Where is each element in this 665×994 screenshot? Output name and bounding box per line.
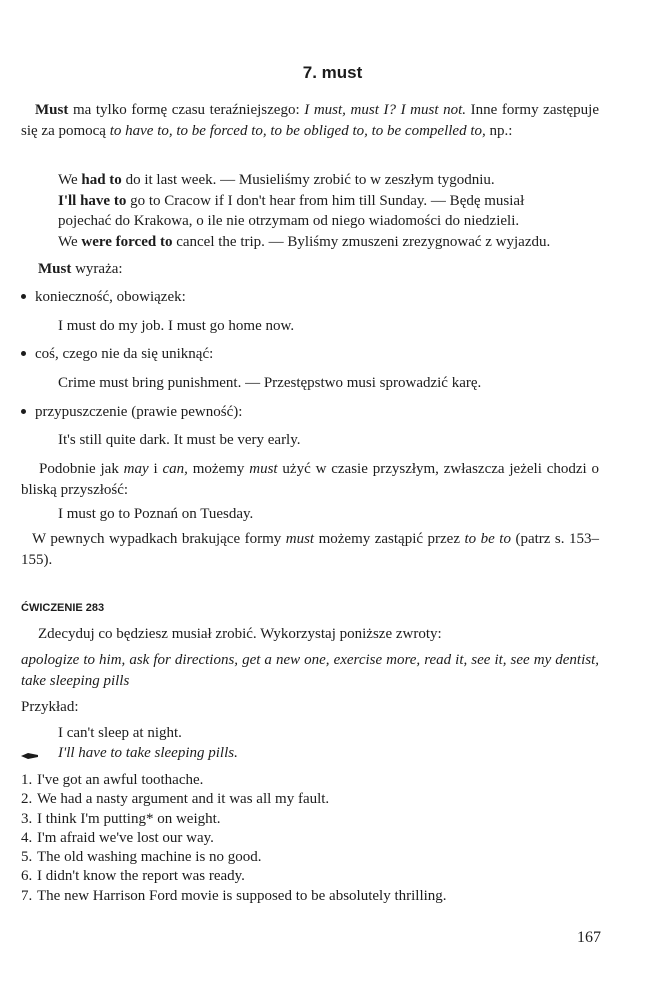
bullet-example: It's still quite dark. It must be very early.	[58, 432, 301, 448]
example-question: I can't sleep at night.	[58, 725, 182, 741]
bullet-example: I must do my job. I must go home now.	[58, 318, 295, 334]
list-item: 6. I didn't know the report was ready.	[21, 868, 245, 885]
example-line: I'll have to go to Cracow if I don't hear from him till Sunday. — Będę musiał	[58, 192, 525, 209]
exercise-list	[21, 771, 447, 906]
bullet-item: przypuszczenie (prawie pewność):	[21, 402, 242, 422]
bullet-item: coś, czego nie da się uniknąć:	[21, 344, 213, 364]
bullet-item: konieczność, obowiązek:	[21, 287, 186, 307]
pointing-hand-icon	[21, 752, 39, 760]
bullet-example: Crime must bring punishment. — Przestępstwo musi sprowadzić karę.	[58, 375, 482, 391]
bullet-icon	[21, 351, 26, 356]
exercise-instruction: Zdecyduj co będziesz musiał zrobić. Wykorzystaj poniższe zwroty:	[38, 626, 442, 642]
intro-paragraph: Must ma tylko formę czasu teraźniejszego: I must, must I? I must not. Inne formy zastępuje się za pomocą to have to, to be forced to, to be obliged to, to be compelled to, np.:	[21, 102, 599, 139]
missing-forms-paragraph: W pewnych wypadkach brakujące formy must możemy zastąpić przez to be to (patrz s. 153–155).	[21, 531, 600, 568]
bullet-icon	[21, 409, 26, 414]
keyword-must: Must	[35, 102, 69, 118]
page-number: 167	[577, 929, 601, 946]
list-item: 5. The old washing machine is no good.	[21, 849, 262, 866]
list-item: 1. I've got an awful toothache.	[21, 772, 204, 788]
exercise-heading: ĆWICZENIE 283	[21, 602, 105, 614]
list-item: 2. We had a nasty argument and it was all my fault.	[21, 791, 330, 808]
examples-block	[58, 170, 550, 252]
expresses-line: Must wyraża:	[38, 261, 123, 277]
example-label: Przykład:	[21, 699, 79, 715]
example-line: pojechać do Krakowa, o ile nie otrzymam od niego wiadomości do niedzieli.	[58, 213, 520, 229]
section-title: 7. must	[302, 63, 363, 82]
list-item: 3. I think I'm putting* on weight.	[21, 810, 221, 827]
future-paragraph: Podobnie jak may i can, możemy must użyć w czasie przyszłym, zwłaszcza jeżeli chodzi o bliską przyszłość:	[21, 461, 600, 498]
bullet-icon	[21, 294, 26, 299]
exercise-phrases: apologize to him, ask for directions, get a new one, exercise more, read it, see it, see my dentist, take sleeping pills	[21, 652, 599, 689]
list-item: 4. I'm afraid we've lost our way.	[21, 829, 214, 846]
example-line: We were forced to cancel the trip. — Byliśmy zmuszeni zrezygnować z wyjazdu.	[58, 233, 551, 250]
example-line: We had to do it last week. — Musieliśmy zrobić to w zeszłym tygodniu.	[58, 172, 495, 188]
list-item: 7. The new Harrison Ford movie is supposed to be absolutely thrilling.	[21, 887, 447, 904]
example-answer: I'll have to take sleeping pills.	[58, 745, 238, 761]
future-example: I must go to Poznań on Tuesday.	[58, 506, 254, 522]
